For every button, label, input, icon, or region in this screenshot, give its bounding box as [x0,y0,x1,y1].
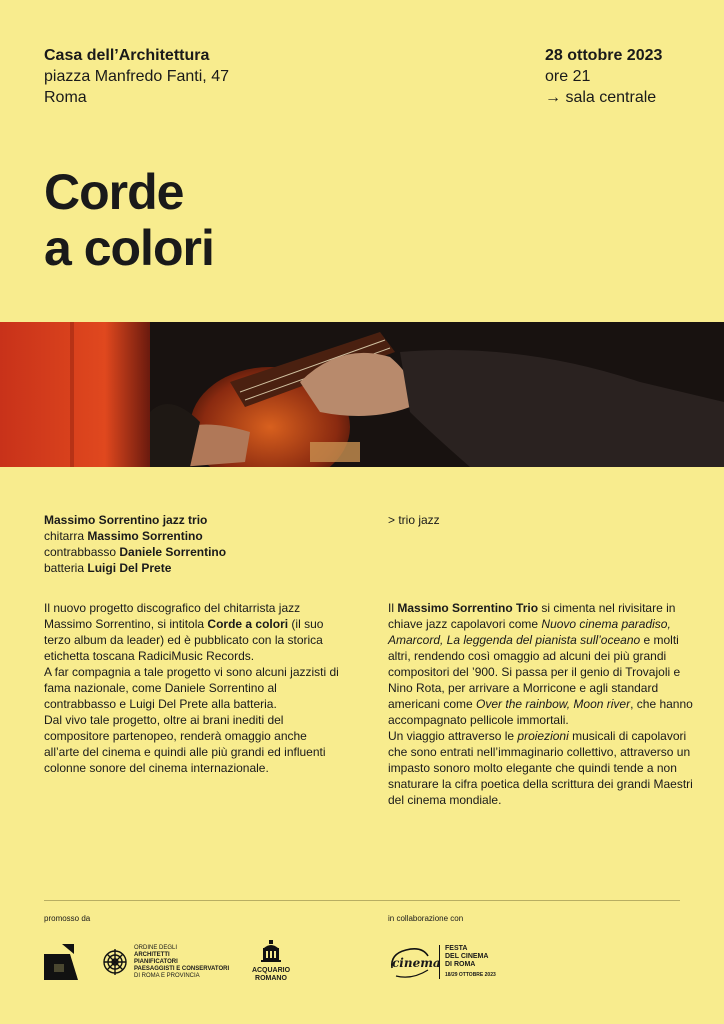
ordine-line-3: PIANIFICATORI [134,958,178,965]
album-title: Corde a colori [207,617,289,631]
paragraph-2: A far compagnia a tale progetto vi sono alcuni jazzisti di fama nazionale, come Daniele Sorrentino al contrabbasso e Luigi Del Prete alla batteria. [44,665,339,711]
collaboration-label: in collaborazione con [388,914,464,923]
title-line-1: Corde [44,164,184,220]
guitar-image [0,322,724,467]
film-titles: Nuovo cinema paradiso, Amarcord, La leggenda del pianista sull’oceano [388,617,671,647]
ordine-line-1: ORDINE DEGLI [134,944,178,951]
description-right [388,600,693,808]
acquario-building-icon [260,940,282,962]
standards-titles: Over the rainbow, Moon river [476,697,631,711]
credit-guitar [44,528,226,544]
promoted-by-label: promosso da [44,914,91,923]
venue-name: Casa dell’Architettura [44,47,210,64]
event-time: ore 21 [545,68,591,85]
venue-block [44,45,229,108]
festa-text [445,945,496,979]
festa-line-3: DI ROMA [445,961,476,968]
p1-text-c: (il suo terzo album da leader) ed è pubblicato con la storica etichetta toscana RadiciMusic Records. [44,617,324,663]
festa-line-1: FESTA [445,945,468,952]
venue-city: Roma [44,89,87,106]
pr-a: Il [388,601,398,615]
credit-bass [44,544,226,560]
role-drums: batteria [44,561,85,575]
ordine-line-5: DI ROMA E PROVINCIA [134,972,200,979]
title-line-2: a colori [44,220,214,276]
lineup-credits [44,512,226,576]
ordine-text [134,945,229,980]
acquario-text [246,967,296,983]
paragraph-1 [44,600,344,664]
acquario-romano-logo [246,940,296,982]
pr-g: , che hanno accompagnato pellicole immortali. [388,697,693,727]
group-name: Massimo Sorrentino jazz trio [44,513,208,527]
name-drums: Luigi Del Prete [87,561,172,575]
trio-name: Massimo Sorrentino Trio [397,601,539,615]
acquario-line-2: ROMANO [255,975,287,982]
festa-line-2: DEL CINEMA [445,953,489,960]
role-guitar: chitarra [44,529,85,543]
page-title [44,164,214,276]
ordine-architetti-logo [102,944,232,980]
ordine-line-4: PAESAGGISTI E CONSERVATORI [134,965,230,972]
casa-architettura-logo [44,944,78,980]
p1-text-a: Il nuovo progetto discografico del chitarrista jazz Massimo Sorrentino, si intitola [44,601,301,631]
name-guitar: Massimo Sorrentino [87,529,203,543]
footer-divider [44,900,680,901]
ordine-line-2: ARCHITETTI [134,951,170,958]
category-tag: > trio jazz [388,513,440,527]
casa-architettura-icon [44,944,78,980]
credit-drums [44,560,226,576]
acquario-line-1: ACQUARIO [251,967,291,974]
role-bass: contrabbasso [44,545,117,559]
event-block [545,45,662,108]
cinema-script-mark [388,942,441,982]
paragraph-3: Dal vivo tale progetto, oltre ai brani inediti del compositore partenopeo, renderà omaggio anche all’arte del cinema e quindi alle più grandi ed influenti colonne sonore del cinema internazionale. [44,713,326,775]
pr-j: musicali di capolavori che sono entrati nell’immaginario collettivo, attraverso un impasto sonoro molto elegante che quindi tende a non snaturare la cifra poetica della scrittura dei grandi Maestri del cinema mondiale. [388,729,693,807]
ordine-emblem-icon [102,947,128,977]
cinema-script-text: cinema [392,956,441,970]
pr-h: Un viaggio attraverso le [388,729,518,743]
pr-e: e molti altri, rendendo così omaggio ad alcuni dei più grandi compositori del ’900. Si passa per il genio di Trovajoli e Nino Rota, per arrivare a Morricone e agli standard americani come [388,633,681,711]
event-room: → sala centrale [545,89,657,106]
paragraph-right-1 [388,600,693,728]
description-left [44,600,344,776]
name-bass: Daniele Sorrentino [119,545,227,559]
festa-dates: 18/29 OTTOBRE 2023 [445,972,496,978]
pr-c: si cimenta nel rivisitare in chiave jazz capolavori come [388,601,676,631]
guitarist-photo [0,322,724,467]
pr-projections: proiezioni [517,729,569,743]
event-date: 28 ottobre 2023 [545,47,663,64]
festa-cinema-logo [388,942,508,982]
venue-address: piazza Manfredo Fanti, 47 [44,68,229,85]
paragraph-right-2 [388,728,693,808]
